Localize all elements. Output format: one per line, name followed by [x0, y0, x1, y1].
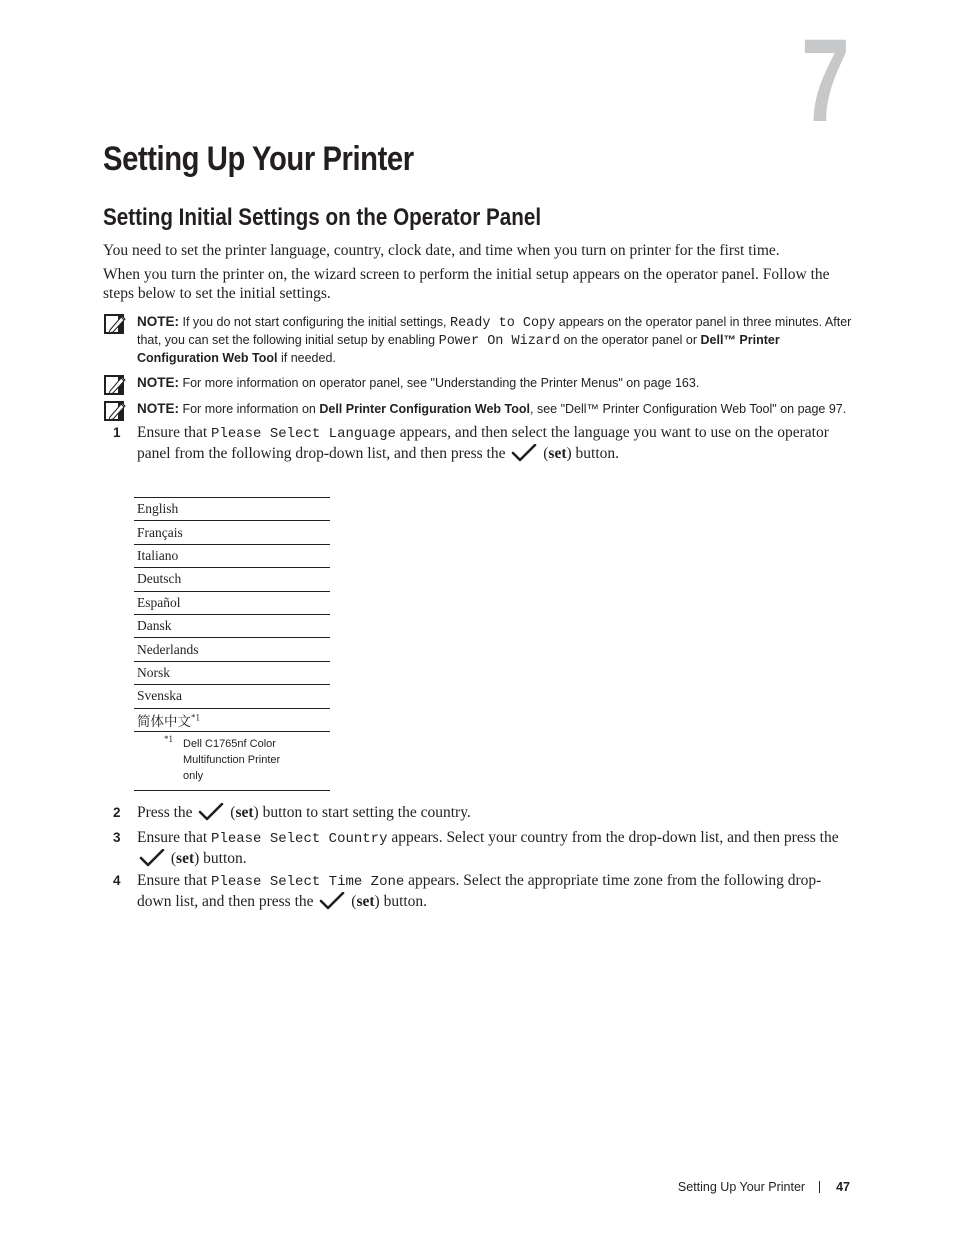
checkmark-set-icon — [198, 803, 224, 821]
language-name: Dansk — [137, 618, 172, 634]
step-1 — [103, 423, 853, 463]
step-3-body — [137, 828, 853, 868]
step-text: Press the — [137, 804, 197, 821]
page-footer — [678, 1180, 850, 1194]
step-4-body — [137, 871, 853, 911]
note-label: NOTE: — [137, 401, 179, 416]
language-cell — [134, 568, 330, 591]
step-text: button. — [199, 850, 247, 867]
language-cell — [134, 614, 330, 637]
language-name: Español — [137, 594, 181, 610]
step-3 — [103, 828, 853, 868]
footnote-row — [134, 731, 330, 790]
language-row — [134, 685, 330, 708]
footnote-text: Dell C1765nf Color Multifunction Printer only — [183, 737, 281, 782]
step-text: appears. Select your country from the drop-down list, and then press the — [387, 829, 839, 846]
lcd-message-power-on-wizard: Power On Wizard — [438, 334, 561, 349]
footnote-marker: *1 — [164, 733, 173, 744]
note-2-body — [137, 374, 853, 392]
language-name: Italiano — [137, 547, 179, 563]
language-row — [134, 568, 330, 591]
intro-paragraph-1: You need to set the printer language, country, clock date, and time when you turn on printer for the first time. — [103, 242, 780, 259]
step-number: 2 — [113, 805, 121, 820]
note-pencil-icon — [103, 374, 127, 396]
step-text: appears, and then select the language you want to use on the operator panel from the following drop-down list, and then press the — [137, 424, 829, 462]
footnote-reference: *1 — [191, 712, 200, 723]
language-cell — [134, 591, 330, 614]
note-text: if needed. — [277, 351, 336, 365]
web-tool-name: Dell™ Printer Configuration Web Tool — [137, 333, 780, 365]
set-button-label: (set) — [347, 893, 380, 910]
language-cell — [134, 544, 330, 567]
language-cell — [134, 708, 330, 731]
step-text: button to start setting the country. — [258, 804, 471, 821]
note-1-body — [137, 313, 853, 367]
section-title: Setting Initial Settings on the Operator Panel — [103, 204, 542, 231]
language-name: Deutsch — [137, 571, 182, 587]
language-row — [134, 498, 330, 521]
checkmark-set-icon — [139, 849, 165, 867]
note-label: NOTE: — [137, 375, 179, 390]
web-tool-name: Dell Printer Configuration Web Tool — [319, 402, 530, 416]
note-label: NOTE: — [137, 314, 179, 329]
step-1-body — [137, 423, 853, 463]
language-name: English — [137, 501, 179, 517]
step-text: Ensure that — [137, 872, 212, 889]
language-name: Norsk — [137, 664, 170, 680]
step-2 — [103, 803, 853, 822]
footer-chapter-title: Setting Up Your Printer — [677, 1180, 806, 1194]
language-cell — [134, 661, 330, 684]
set-button-label: (set) — [167, 850, 200, 867]
language-name: Français — [137, 524, 183, 540]
language-row — [134, 521, 330, 544]
lcd-message-select-time-zone: Please Select Time Zone — [211, 874, 405, 890]
language-row — [134, 661, 330, 684]
step-number: 1 — [113, 425, 121, 440]
checkmark-set-icon — [319, 892, 345, 910]
step-text: button. — [571, 445, 620, 462]
language-row — [134, 708, 330, 731]
step-2-body — [137, 803, 853, 822]
checkmark-set-icon — [511, 444, 537, 462]
step-4 — [103, 871, 853, 911]
language-cell — [134, 498, 330, 521]
footer-divider — [819, 1181, 820, 1193]
language-name: Svenska — [137, 688, 182, 704]
lcd-message-ready-to-copy: Ready to Copy — [449, 316, 556, 331]
note-text: on the operator panel or — [560, 333, 701, 347]
step-text: button. — [379, 893, 428, 910]
language-row — [134, 614, 330, 637]
set-button-label: (set) — [539, 445, 572, 462]
note-3-body — [137, 400, 853, 418]
language-list-table — [134, 497, 330, 791]
language-cell — [134, 638, 330, 661]
language-name: 简体中文 — [137, 713, 191, 729]
lcd-message-select-country: Please Select Country — [211, 831, 388, 847]
language-row — [134, 638, 330, 661]
step-text: Ensure that — [137, 424, 212, 441]
chapter-number: 7 — [801, 15, 850, 147]
footnote-cell — [134, 731, 330, 790]
language-row — [134, 591, 330, 614]
note-text: , see "Dell™ Printer Configuration Web Tool" on page 97. — [530, 402, 847, 416]
step-text: appears. Select the appropriate time zone from the following drop-down list, and then press the — [137, 872, 822, 910]
lcd-message-select-language: Please Select Language — [211, 426, 396, 442]
page-number: 47 — [836, 1180, 850, 1194]
intro-paragraph-2: When you turn the printer on, the wizard screen to perform the initial setup appears on the operator panel. Follow the steps below to set the initial settings. — [103, 266, 830, 302]
language-name: Nederlands — [137, 641, 199, 657]
note-text: If you do not start configuring the initial settings, — [179, 315, 450, 329]
language-row — [134, 544, 330, 567]
note-pencil-icon — [103, 400, 127, 422]
note-text: For more information on operator panel, see "Understanding the Printer Menus" on page 163. — [179, 376, 700, 390]
language-cell — [134, 521, 330, 544]
note-text: appears on the operator panel in three minutes. After that, you can set the following initial setup by enabling — [137, 315, 852, 347]
language-cell — [134, 685, 330, 708]
chapter-title: Setting Up Your Printer — [103, 140, 414, 178]
step-number: 3 — [113, 830, 121, 845]
note-pencil-icon — [103, 313, 127, 335]
set-button-label: (set) — [226, 804, 259, 821]
step-text: Ensure that — [137, 829, 212, 846]
note-text: For more information on — [179, 402, 320, 416]
step-number: 4 — [113, 873, 121, 888]
